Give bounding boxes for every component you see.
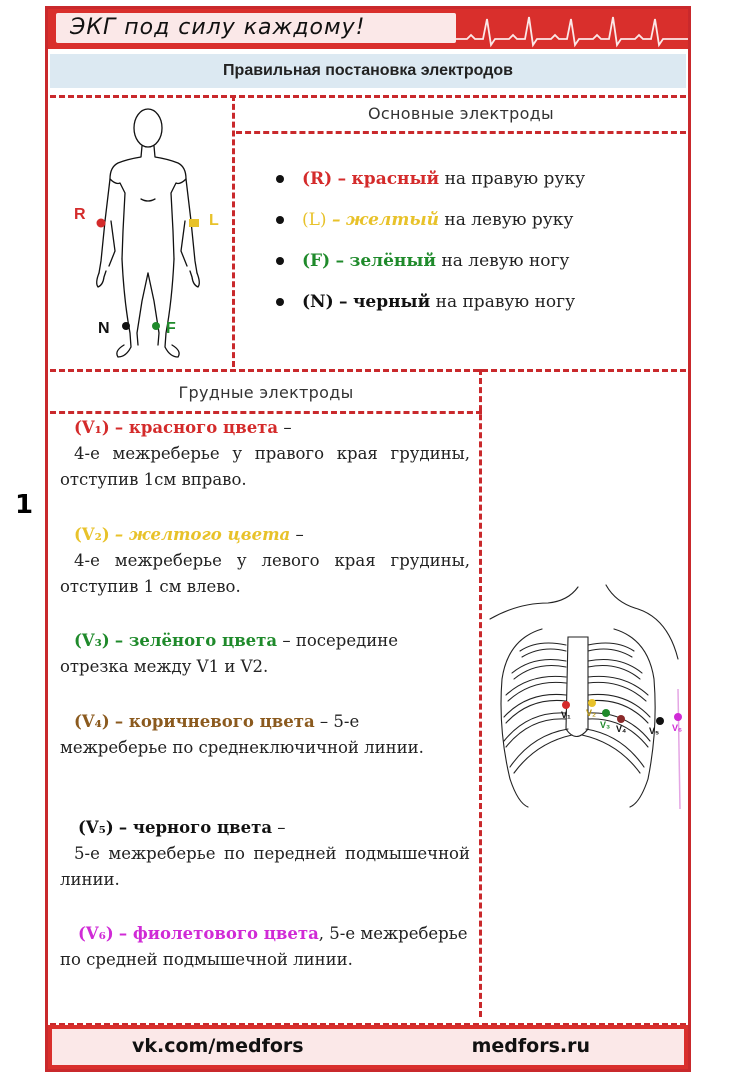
divider [50, 369, 686, 372]
bullet-icon [276, 257, 284, 265]
electrode-color: красный [351, 169, 440, 189]
chest-item-v5 [60, 815, 470, 893]
electrode-code: (N) [302, 292, 334, 312]
chest-item-v4 [60, 709, 470, 761]
dash: – [331, 210, 341, 230]
electrode-title: – черного цвета [118, 818, 273, 837]
limb-electrode-list [272, 161, 585, 325]
electrode-code: (V₃) [74, 631, 110, 650]
electrode-code: (V₆) [78, 924, 114, 943]
dash: – [337, 169, 347, 189]
figure-label-n: N [98, 320, 110, 337]
electrode-title: – желтого цвета [114, 525, 291, 544]
electrode-suffix: – [278, 418, 292, 437]
header-title: ЭКГ под силу каждому! [56, 13, 456, 43]
diagram-label-v1: V₁ [561, 710, 571, 720]
list-item [272, 284, 585, 325]
page-number: 1 [15, 490, 34, 520]
footer-inner [52, 1029, 684, 1065]
electrode-placement: 5-е межреберье по передней подмышечной линии. [60, 844, 470, 889]
electrode-code: (V₂) [74, 525, 110, 544]
electrode-suffix: – [272, 818, 286, 837]
electrode-code: (L) [302, 210, 327, 230]
electrode-color: зелёный [349, 251, 437, 271]
electrode-placement: на правую руку [444, 169, 586, 189]
electrode-color: черный [352, 292, 431, 312]
electrode-suffix: – [290, 525, 304, 544]
diagram-label-v2: V₂ [586, 708, 597, 718]
electrode-title: – коричневого цвета [114, 712, 315, 731]
divider [232, 95, 235, 367]
list-item [272, 202, 585, 243]
electrode-color: желтый [345, 210, 439, 230]
electrode-suffix: – 5-е межреберье по среднеключичной линии. [60, 712, 424, 757]
header-bar [48, 9, 688, 49]
dash: – [335, 251, 345, 271]
subheader: Правильная постановка электродов [50, 54, 686, 88]
body-figure [68, 101, 228, 363]
ribcage-diagram [488, 579, 684, 811]
diagram-label-v4: V₄ [616, 724, 627, 734]
site-link[interactable]: medfors.ru [471, 1035, 590, 1057]
diagram-label-v6: V₆ [672, 723, 683, 733]
footer-bar [48, 1025, 688, 1069]
electrode-placement: на левую руку [444, 210, 574, 230]
divider [50, 95, 686, 98]
electrode-title: – фиолетового цвета [118, 924, 319, 943]
figure-label-r: R [74, 206, 86, 223]
limb-section-title: Основные электроды [368, 104, 554, 123]
chest-item-v3 [60, 628, 470, 680]
list-item [272, 243, 585, 284]
diagram-label-v5: V₅ [649, 726, 660, 736]
bullet-icon [276, 175, 284, 183]
divider [50, 411, 482, 414]
electrode-suffix: – посередине отрезка между V1 и V2. [60, 631, 399, 676]
electrode-code: (F) [302, 251, 331, 271]
ecg-wave-icon [453, 9, 688, 49]
bullet-icon [276, 298, 284, 306]
electrode-placement: 4-е межреберье у левого края грудины, отступив 1 см влево. [60, 551, 470, 596]
electrode-code: (R) [302, 169, 333, 189]
electrode-code: (V₄) [74, 712, 110, 731]
vk-link[interactable]: vk.com/medfors [132, 1035, 304, 1057]
electrode-placement: на правую ногу [435, 292, 576, 312]
dash: – [339, 292, 348, 312]
figure-label-l: L [209, 212, 219, 229]
chest-item-v6 [60, 921, 470, 973]
chest-item-v2 [60, 522, 470, 600]
electrode-suffix: , 5-е межреберье по средней подмышечной линии. [60, 924, 468, 969]
electrode-title: – зелёного цвета [114, 631, 278, 650]
chest-section-title: Грудные электроды [178, 383, 354, 402]
divider [479, 369, 482, 1017]
chest-item-v1 [60, 415, 470, 493]
electrode-code: (V₁) [74, 418, 110, 437]
electrode-placement: на левую ногу [441, 251, 570, 271]
bullet-icon [276, 216, 284, 224]
figure-label-f: F [166, 320, 176, 337]
diagram-label-v3: V₃ [600, 720, 611, 730]
divider [236, 131, 686, 134]
electrode-placement: 4-е межреберье у правого края грудины, отступив 1см вправо. [60, 444, 470, 489]
infographic-card [45, 6, 691, 1072]
electrode-code: (V₅) [78, 818, 114, 837]
list-item [272, 161, 585, 202]
electrode-title: – красного цвета [114, 418, 279, 437]
